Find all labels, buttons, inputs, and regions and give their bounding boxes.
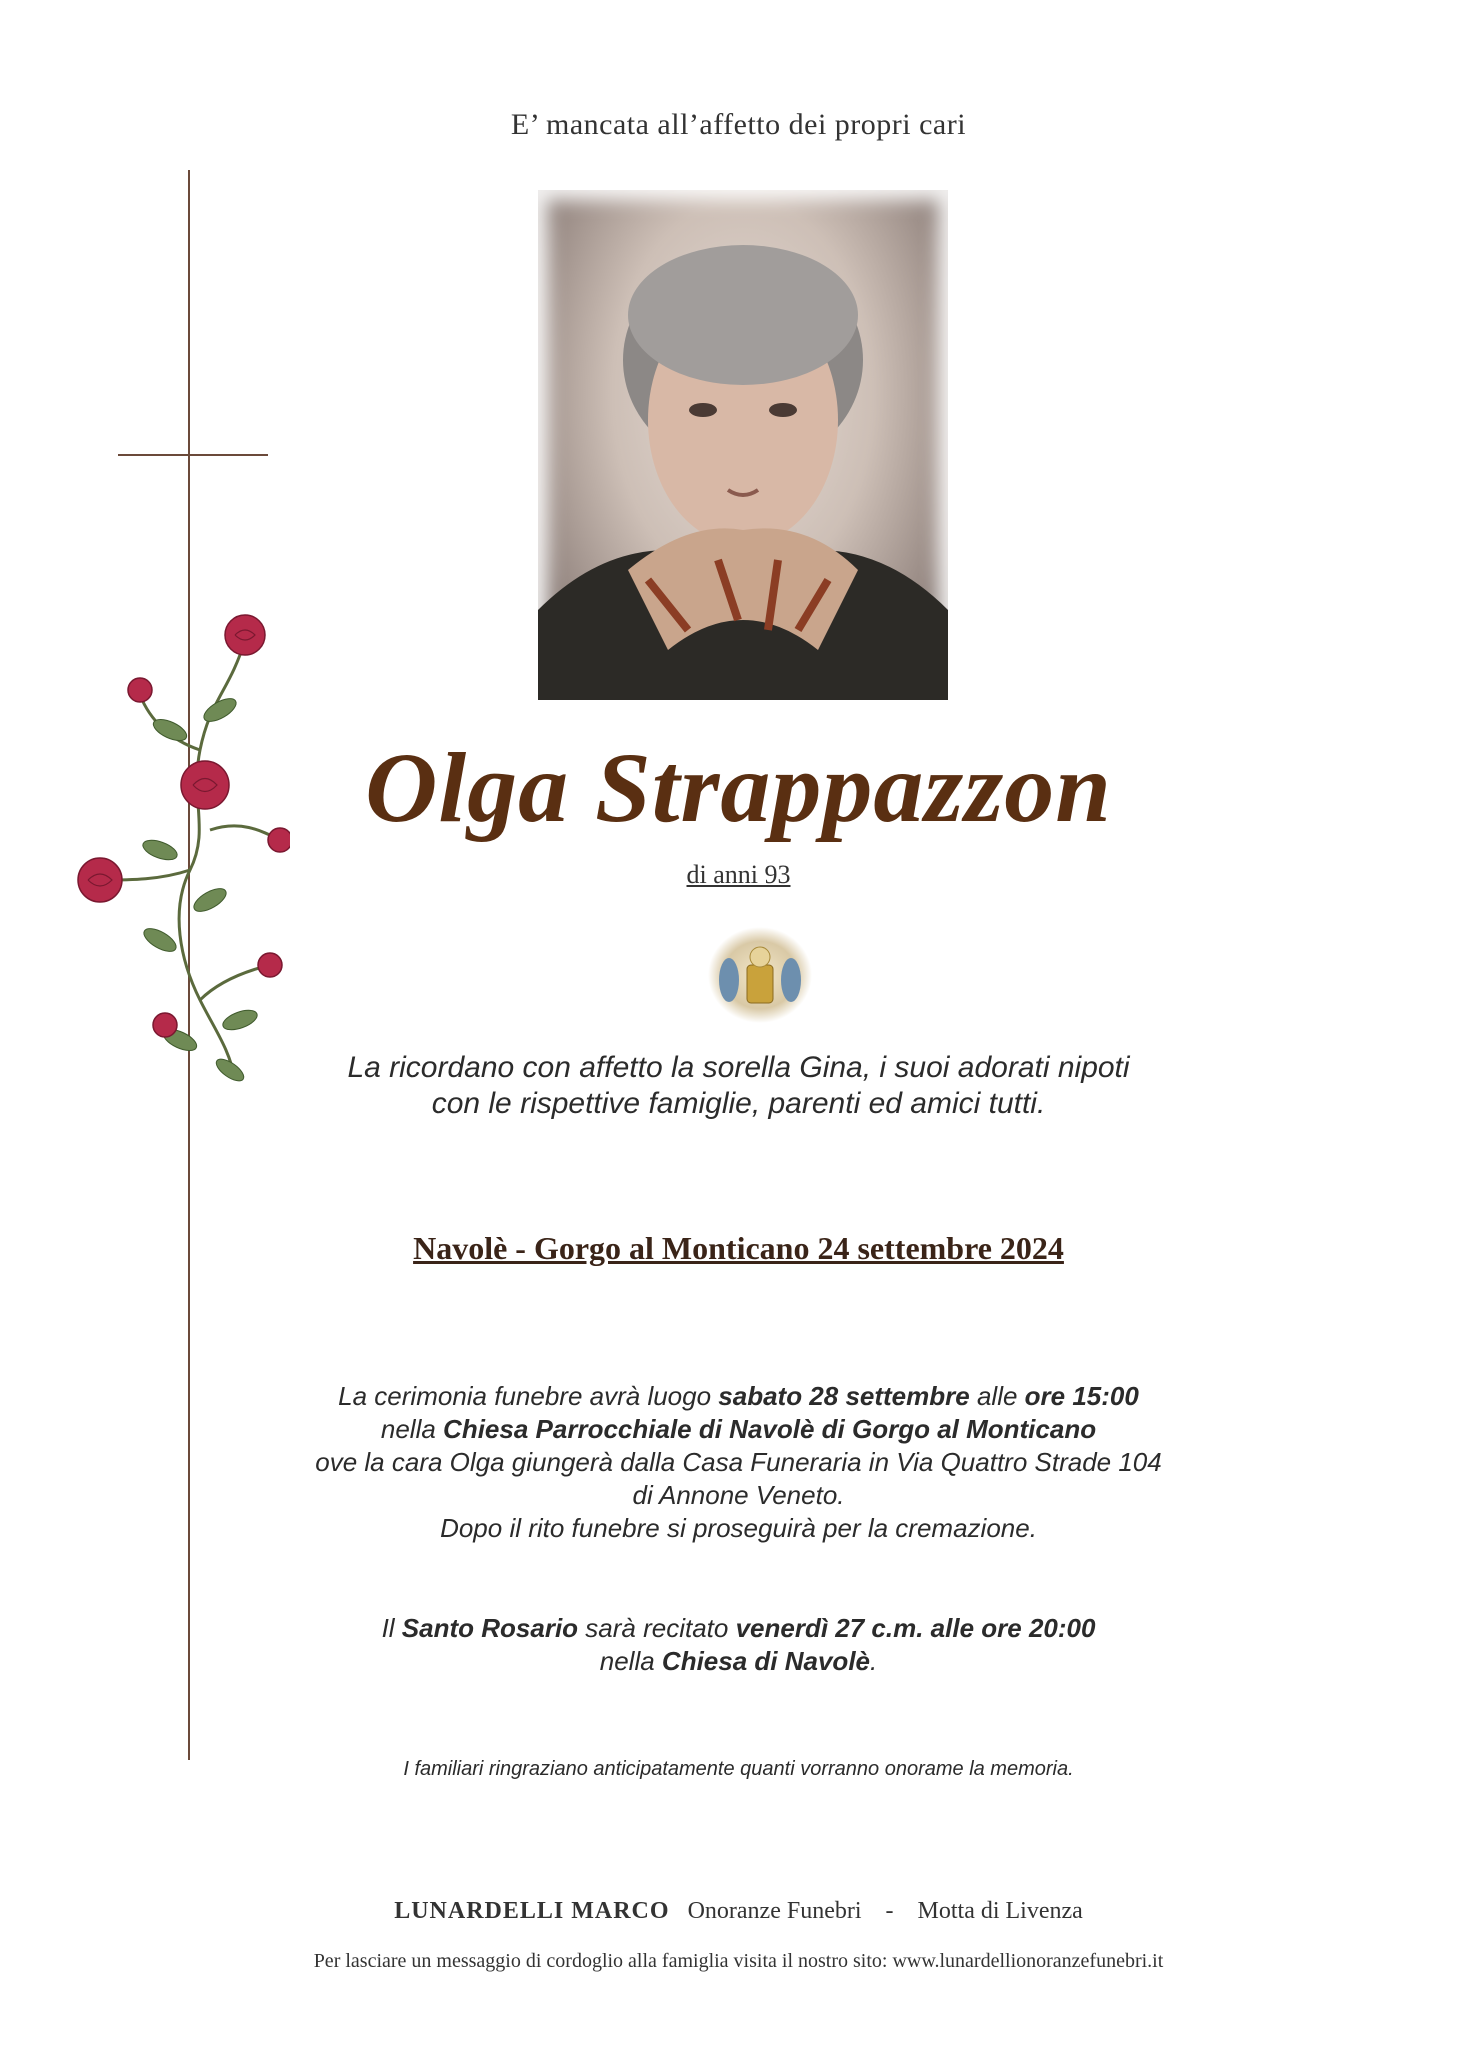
age-value: di anni 93 xyxy=(686,860,791,889)
ceremony-line-5: Dopo il rito funebre si proseguirà per la cremazione. xyxy=(440,1513,1037,1543)
footer-separator: - xyxy=(885,1898,894,1924)
thanks-text: I familiari ringraziano anticipatamente quanti vorranno onorame la memoria. xyxy=(403,1758,1074,1780)
footer-company xyxy=(0,1898,1477,1925)
company-name: LUNARDELLI MARCO xyxy=(394,1898,670,1924)
age-text xyxy=(0,860,1477,890)
remembrance-line-2: con le rispettive famiglie, parenti ed amici tutti. xyxy=(431,1087,1046,1120)
ceremony-details xyxy=(0,1380,1477,1545)
deceased-name: Olga Strappazzon xyxy=(365,732,1112,843)
company-location: Motta di Livenza xyxy=(917,1898,1083,1924)
remembrance-line-1: La ricordano con affetto la sorella Gina, i suoi adorati nipoti xyxy=(347,1051,1130,1084)
place-date: Navolè - Gorgo al Monticano 24 settembre 2024 xyxy=(413,1230,1064,1266)
rosary-details xyxy=(0,1612,1477,1678)
deceased-photo xyxy=(538,190,948,700)
ceremony-line-3: ove la cara Olga giungerà dalla Casa Funeraria in Via Quattro Strade 104 xyxy=(315,1447,1162,1477)
holy-image-icon xyxy=(705,925,815,1025)
roses-decoration xyxy=(60,600,290,1100)
company-service: Onoranze Funebri xyxy=(687,1898,862,1924)
ceremony-line-2: nella Chiesa Parrocchiale di Navolè di Gorgo al Monticano xyxy=(380,1414,1097,1444)
intro-text: E’ mancata all’affetto dei propri cari xyxy=(510,108,967,141)
ceremony-line-4: di Annone Veneto. xyxy=(632,1480,845,1510)
cross-horizontal-line xyxy=(118,454,268,456)
ceremony-line-1: La cerimonia funebre avrà luogo sabato 28 settembre alle ore 15:00 xyxy=(338,1381,1139,1411)
website-message: Per lasciare un messaggio di cordoglio alla famiglia visita il nostro sito: www.lunardellionoranzefunebri.it xyxy=(313,1950,1164,1972)
remembrance-text xyxy=(0,1050,1477,1122)
rosary-line-2: nella Chiesa di Navolè. xyxy=(599,1646,878,1676)
portrait-illustration xyxy=(538,190,948,700)
rosary-line-1: Il Santo Rosario sarà recitato venerdì 27 c.m. alle ore 20:00 xyxy=(381,1613,1096,1643)
